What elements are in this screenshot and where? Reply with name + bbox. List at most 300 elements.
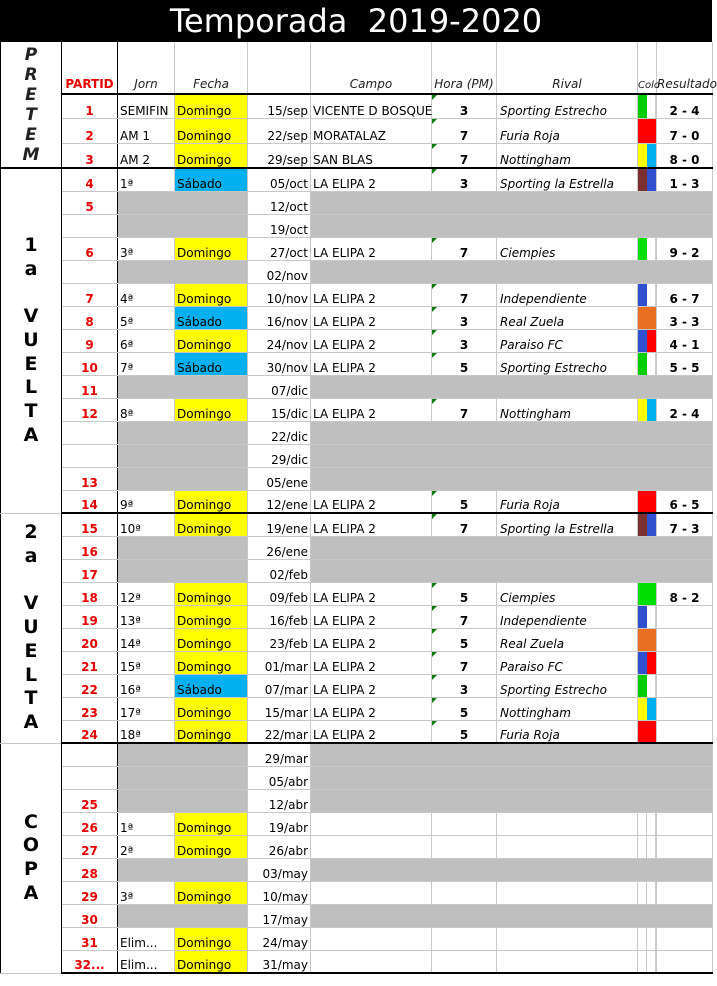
- match-date: 16/feb: [248, 605, 311, 628]
- jornada: 6ª: [118, 329, 175, 352]
- bye-row: [1, 858, 713, 881]
- kickoff-value: 7: [459, 153, 469, 167]
- kickoff-value: 7: [459, 406, 469, 421]
- kickoff-value: 5: [459, 728, 469, 742]
- venue: LA ELIPA 2: [311, 513, 432, 536]
- section-label-1: [1, 168, 62, 513]
- color-swatch: [638, 882, 656, 904]
- jornada: AM 2: [118, 143, 175, 168]
- match-day: Domingo: [175, 835, 248, 858]
- team-colors: [638, 398, 657, 421]
- match-day: Domingo: [175, 651, 248, 674]
- note-marker-icon: [432, 307, 437, 312]
- header-rival: Rival: [497, 42, 638, 94]
- bye-cell: [118, 214, 248, 237]
- color-swatch: [638, 330, 656, 352]
- venue: LA ELIPA 2: [311, 352, 432, 375]
- color-swatch-part: [638, 119, 647, 143]
- team-colors: [638, 582, 657, 605]
- opponent: Ciempies: [497, 582, 638, 605]
- bye-cell: [118, 536, 248, 559]
- jornada: 7ª: [118, 352, 175, 375]
- match-date: 30/nov: [248, 352, 311, 375]
- color-swatch-part: [638, 606, 647, 628]
- note-marker-icon: [432, 353, 437, 358]
- color-swatch-part: [638, 307, 647, 329]
- match-number: 13: [62, 467, 118, 490]
- team-colors: [638, 352, 657, 375]
- kickoff-time: [432, 329, 497, 352]
- match-date: 07/dic: [248, 375, 311, 398]
- match-day: Domingo: [175, 143, 248, 168]
- venue: [311, 881, 432, 904]
- color-swatch-part: [638, 928, 647, 950]
- color-swatch-part: [647, 95, 657, 118]
- color-swatch-part: [638, 169, 647, 191]
- match-number: 29: [62, 881, 118, 904]
- color-swatch-part: [647, 144, 656, 167]
- bye-row: [1, 559, 713, 582]
- match-day: Domingo: [175, 490, 248, 513]
- jornada: AM 1: [118, 118, 175, 143]
- jornada: 4ª: [118, 283, 175, 306]
- kickoff-time: [432, 168, 497, 191]
- bye-cell: [311, 559, 713, 582]
- match-number: 30: [62, 904, 118, 927]
- pretem-section-label: [1, 42, 62, 168]
- bye-cell: [118, 559, 248, 582]
- match-day: Sábado: [175, 674, 248, 697]
- team-colors: [638, 283, 657, 306]
- match-number: [62, 766, 118, 789]
- team-colors: [638, 674, 657, 697]
- header-partid: PARTID: [62, 42, 118, 94]
- match-number: 11: [62, 375, 118, 398]
- opponent: Sporting la Estrella: [497, 513, 638, 536]
- note-marker-icon: [432, 606, 437, 611]
- venue: LA ELIPA 2: [311, 237, 432, 260]
- bye-cell: [118, 375, 248, 398]
- note-marker-icon: [432, 144, 437, 149]
- venue: LA ELIPA 2: [311, 651, 432, 674]
- result: [657, 697, 713, 720]
- match-date: 19/ene: [248, 513, 311, 536]
- bye-row: [1, 444, 713, 467]
- jornada: 8ª: [118, 398, 175, 421]
- color-swatch: [638, 652, 656, 674]
- note-marker-icon: [432, 652, 437, 657]
- color-swatch-part: [647, 514, 656, 536]
- kickoff-time: [432, 628, 497, 651]
- team-colors: [638, 306, 657, 329]
- match-number: 27: [62, 835, 118, 858]
- match-row: [1, 329, 713, 352]
- bye-row: [1, 766, 713, 789]
- venue: LA ELIPA 2: [311, 283, 432, 306]
- result: 6 - 5: [657, 490, 713, 513]
- note-marker-icon: [432, 698, 437, 703]
- kickoff-value: 5: [459, 705, 469, 720]
- result: [657, 628, 713, 651]
- bye-row: [1, 904, 713, 927]
- color-swatch-part: [647, 928, 656, 950]
- color-swatch: [638, 836, 656, 858]
- match-day: Sábado: [175, 352, 248, 375]
- color-swatch-part: [638, 95, 647, 118]
- opponent: Furia Roja: [497, 118, 638, 143]
- match-date: 24/may: [248, 927, 311, 950]
- match-row: [1, 582, 713, 605]
- result: [657, 927, 713, 950]
- opponent: Paraiso FC: [497, 329, 638, 352]
- note-marker-icon: [432, 514, 437, 519]
- result: [657, 881, 713, 904]
- color-swatch: [638, 353, 656, 375]
- match-date: 07/mar: [248, 674, 311, 697]
- color-swatch-part: [638, 629, 647, 651]
- color-swatch-part: [647, 882, 656, 904]
- match-row: [1, 651, 713, 674]
- color-swatch: [638, 144, 656, 167]
- kickoff-time: [432, 835, 497, 858]
- kickoff-value: 5: [459, 636, 469, 651]
- color-swatch: [638, 238, 656, 260]
- match-number: [62, 260, 118, 283]
- match-number: [62, 421, 118, 444]
- color-swatch-part: [647, 238, 657, 260]
- result: [657, 812, 713, 835]
- match-day: Domingo: [175, 283, 248, 306]
- bye-cell: [311, 743, 713, 766]
- header-jorn: Jorn: [118, 42, 175, 94]
- result: [657, 835, 713, 858]
- match-number: 8: [62, 306, 118, 329]
- opponent: Independiente: [497, 283, 638, 306]
- match-date: 22/mar: [248, 720, 311, 743]
- match-date: 03/may: [248, 858, 311, 881]
- opponent: Nottingham: [497, 398, 638, 421]
- match-row: [1, 237, 713, 260]
- match-row: [1, 628, 713, 651]
- color-swatch: [638, 951, 656, 973]
- kickoff-time: [432, 651, 497, 674]
- match-date: 26/ene: [248, 536, 311, 559]
- bye-cell: [311, 375, 713, 398]
- opponent: Nottingham: [497, 143, 638, 168]
- match-number: 15: [62, 513, 118, 536]
- match-day: Domingo: [175, 605, 248, 628]
- match-day: Domingo: [175, 927, 248, 950]
- match-number: 31: [62, 927, 118, 950]
- color-swatch: [638, 721, 656, 743]
- match-number: 32...: [62, 950, 118, 973]
- kickoff-time: [432, 513, 497, 536]
- bye-cell: [118, 789, 248, 812]
- section-label-2: [1, 513, 62, 743]
- venue: LA ELIPA 2: [311, 490, 432, 513]
- kickoff-value: 7: [459, 128, 469, 143]
- kickoff-time: [432, 306, 497, 329]
- match-date: 22/dic: [248, 421, 311, 444]
- note-marker-icon: [432, 330, 437, 335]
- bye-cell: [311, 191, 713, 214]
- bye-row: [1, 260, 713, 283]
- header-date-blank: [248, 42, 311, 94]
- color-swatch-part: [647, 698, 656, 720]
- jornada: 3ª: [118, 881, 175, 904]
- match-date: 31/may: [248, 950, 311, 973]
- match-day: Domingo: [175, 398, 248, 421]
- match-date: 17/may: [248, 904, 311, 927]
- bye-cell: [311, 214, 713, 237]
- result: [657, 950, 713, 973]
- match-row: [1, 283, 713, 306]
- team-colors: [638, 881, 657, 904]
- match-row: [1, 674, 713, 697]
- bye-cell: [118, 743, 248, 766]
- match-date: 05/abr: [248, 766, 311, 789]
- color-swatch-part: [638, 813, 647, 835]
- venue: SAN BLAS: [311, 143, 432, 168]
- result: [657, 605, 713, 628]
- match-row: [1, 812, 713, 835]
- match-date: 19/oct: [248, 214, 311, 237]
- result: 7 - 0: [657, 118, 713, 143]
- bye-cell: [118, 260, 248, 283]
- color-swatch-part: [638, 353, 647, 375]
- venue: LA ELIPA 2: [311, 582, 432, 605]
- opponent: Real Zuela: [497, 628, 638, 651]
- bye-row: [1, 743, 713, 766]
- match-row: [1, 94, 713, 119]
- match-date: 26/abr: [248, 835, 311, 858]
- jornada: 17ª: [118, 697, 175, 720]
- kickoff-time: [432, 927, 497, 950]
- team-colors: [638, 927, 657, 950]
- match-row: [1, 720, 713, 743]
- header-hora: Hora (PM): [432, 42, 497, 94]
- result: 2 - 4: [657, 94, 713, 119]
- result: 9 - 2: [657, 237, 713, 260]
- color-swatch-part: [638, 491, 647, 513]
- bye-cell: [311, 536, 713, 559]
- match-row: [1, 927, 713, 950]
- match-date: 15/mar: [248, 697, 311, 720]
- match-number: 3: [62, 143, 118, 168]
- match-number: 16: [62, 536, 118, 559]
- venue: MORATALAZ: [311, 118, 432, 143]
- color-swatch-part: [638, 721, 647, 743]
- jornada: 3ª: [118, 237, 175, 260]
- jornada: Elim...: [118, 950, 175, 973]
- match-number: [62, 214, 118, 237]
- color-swatch-part: [638, 951, 647, 973]
- color-swatch-part: [638, 583, 647, 605]
- kickoff-value: 5: [459, 360, 469, 375]
- color-swatch: [638, 606, 656, 628]
- color-swatch: [638, 307, 656, 329]
- jornada: 15ª: [118, 651, 175, 674]
- match-date: 10/nov: [248, 283, 311, 306]
- color-swatch-part: [647, 119, 656, 143]
- kickoff-value: 7: [459, 521, 469, 536]
- section-text: 1 a V U E L T A: [23, 234, 39, 446]
- note-marker-icon: [432, 284, 437, 289]
- note-marker-icon: [432, 119, 437, 124]
- result: 8 - 2: [657, 582, 713, 605]
- match-date: 24/nov: [248, 329, 311, 352]
- color-swatch-part: [647, 330, 656, 352]
- match-row: [1, 697, 713, 720]
- kickoff-value: 3: [459, 103, 469, 118]
- bye-cell: [118, 467, 248, 490]
- venue: LA ELIPA 2: [311, 605, 432, 628]
- venue: LA ELIPA 2: [311, 306, 432, 329]
- color-swatch-part: [638, 330, 647, 352]
- match-row: [1, 168, 713, 191]
- jornada: 13ª: [118, 605, 175, 628]
- match-row: [1, 143, 713, 168]
- opponent: [497, 927, 638, 950]
- match-row: [1, 881, 713, 904]
- match-number: 24: [62, 720, 118, 743]
- match-number: [62, 743, 118, 766]
- jornada: 2ª: [118, 835, 175, 858]
- match-number: 25: [62, 789, 118, 812]
- jornada: Elim...: [118, 927, 175, 950]
- bye-row: [1, 375, 713, 398]
- color-swatch: [638, 169, 656, 191]
- match-date: 15/sep: [248, 94, 311, 119]
- result: 4 - 1: [657, 329, 713, 352]
- opponent: Sporting la Estrella: [497, 168, 638, 191]
- color-swatch-part: [647, 169, 656, 191]
- venue: LA ELIPA 2: [311, 398, 432, 421]
- color-swatch-part: [647, 606, 657, 628]
- jornada: 1ª: [118, 812, 175, 835]
- team-colors: [638, 628, 657, 651]
- match-day: Domingo: [175, 513, 248, 536]
- match-number: 1: [62, 94, 118, 119]
- color-swatch-part: [638, 284, 647, 306]
- result: [657, 674, 713, 697]
- section-text: 2 a V U E L T A: [23, 521, 39, 733]
- match-number: 22: [62, 674, 118, 697]
- match-date: 02/feb: [248, 559, 311, 582]
- team-colors: [638, 329, 657, 352]
- color-swatch-part: [647, 675, 657, 697]
- venue: LA ELIPA 2: [311, 329, 432, 352]
- venue: LA ELIPA 2: [311, 168, 432, 191]
- match-day: Domingo: [175, 329, 248, 352]
- match-date: 23/feb: [248, 628, 311, 651]
- opponent: Independiente: [497, 605, 638, 628]
- bye-cell: [118, 421, 248, 444]
- match-date: 29/dic: [248, 444, 311, 467]
- match-number: 6: [62, 237, 118, 260]
- jornada: 1ª: [118, 168, 175, 191]
- color-swatch-part: [647, 836, 656, 858]
- result: 2 - 4: [657, 398, 713, 421]
- match-day: Sábado: [175, 306, 248, 329]
- kickoff-value: 3: [459, 682, 469, 697]
- color-swatch-part: [647, 353, 657, 375]
- match-date: 27/oct: [248, 237, 311, 260]
- team-colors: [638, 605, 657, 628]
- match-number: 14: [62, 490, 118, 513]
- color-swatch-part: [638, 652, 647, 674]
- match-date: 10/may: [248, 881, 311, 904]
- color-swatch-part: [647, 583, 656, 605]
- note-marker-icon: [432, 629, 437, 634]
- venue: [311, 950, 432, 973]
- match-day: Domingo: [175, 720, 248, 743]
- bye-cell: [311, 766, 713, 789]
- kickoff-time: [432, 283, 497, 306]
- kickoff-time: [432, 950, 497, 973]
- opponent: Nottingham: [497, 697, 638, 720]
- team-colors: [638, 94, 657, 119]
- jornada: 14ª: [118, 628, 175, 651]
- note-marker-icon: [432, 721, 437, 726]
- match-day: Domingo: [175, 118, 248, 143]
- kickoff-value: 5: [459, 498, 469, 512]
- kickoff-time: [432, 674, 497, 697]
- bye-cell: [118, 191, 248, 214]
- color-swatch: [638, 491, 656, 513]
- match-row: [1, 605, 713, 628]
- result: 6 - 7: [657, 283, 713, 306]
- match-row: [1, 490, 713, 513]
- match-number: 26: [62, 812, 118, 835]
- result: 5 - 5: [657, 352, 713, 375]
- jornada: 18ª: [118, 720, 175, 743]
- color-swatch: [638, 629, 656, 651]
- note-marker-icon: [432, 169, 437, 174]
- kickoff-value: 7: [459, 613, 469, 628]
- kickoff-value: 7: [459, 659, 469, 674]
- match-day: Domingo: [175, 950, 248, 973]
- match-row: [1, 118, 713, 143]
- match-number: 4: [62, 168, 118, 191]
- jornada: SEMIFIN: [118, 94, 175, 119]
- color-swatch-part: [647, 652, 656, 674]
- note-marker-icon: [432, 238, 437, 243]
- venue: [311, 927, 432, 950]
- kickoff-time: [432, 94, 497, 119]
- color-swatch-part: [647, 951, 656, 973]
- bye-row: [1, 421, 713, 444]
- color-swatch-part: [647, 813, 656, 835]
- match-day: Domingo: [175, 812, 248, 835]
- match-date: 19/abr: [248, 812, 311, 835]
- color-swatch-part: [647, 399, 656, 421]
- team-colors: [638, 143, 657, 168]
- opponent: Paraiso FC: [497, 651, 638, 674]
- kickoff-time: [432, 582, 497, 605]
- match-day: Domingo: [175, 628, 248, 651]
- result: [657, 720, 713, 743]
- match-number: 17: [62, 559, 118, 582]
- result: [657, 651, 713, 674]
- match-number: 21: [62, 651, 118, 674]
- venue: [311, 812, 432, 835]
- color-swatch: [638, 583, 656, 605]
- team-colors: [638, 513, 657, 536]
- kickoff-time: [432, 881, 497, 904]
- kickoff-time: [432, 812, 497, 835]
- kickoff-value: 5: [459, 590, 469, 605]
